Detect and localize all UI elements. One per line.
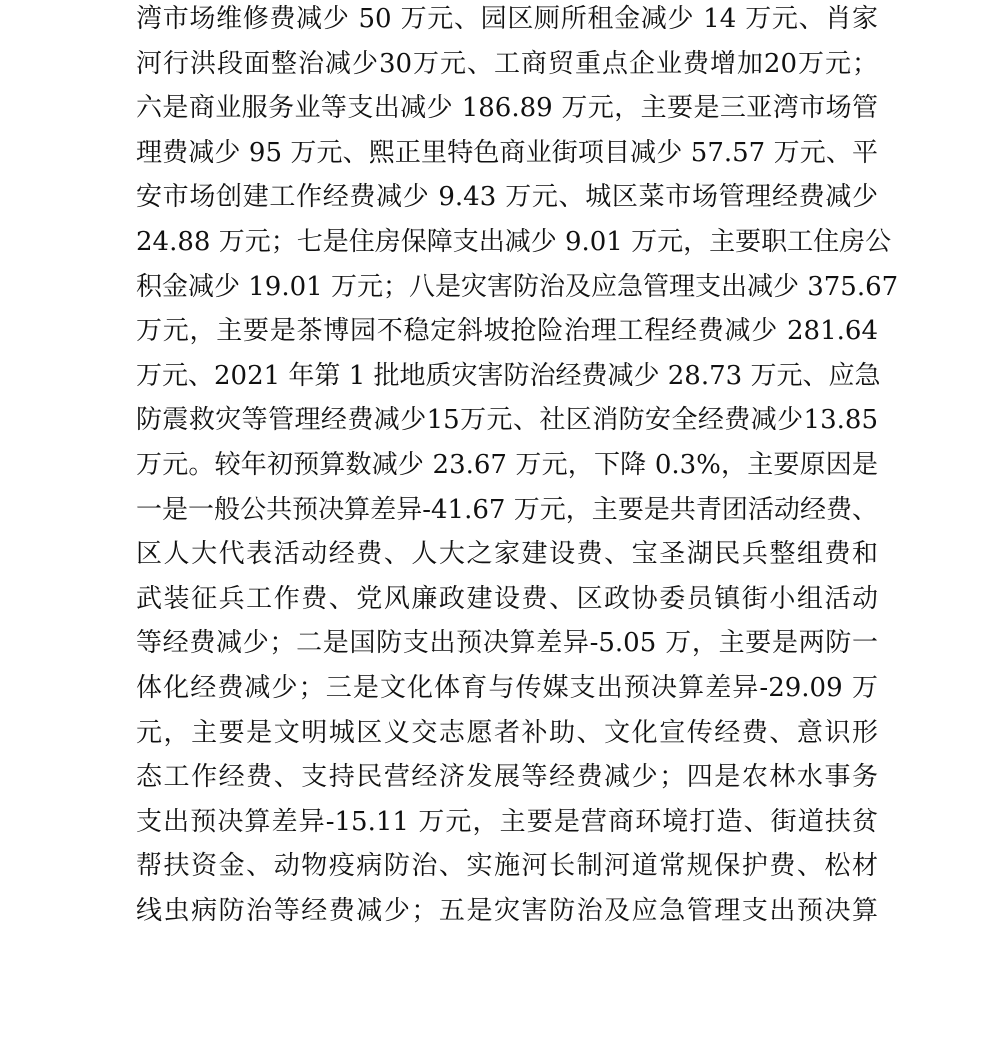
text-line: 元，主要是文明城区义交志愿者补助、文化宣传经费、意识形 — [136, 717, 878, 748]
text-line: 万元。较年初预算数减少 23.67 万元，下降 0.3%，主要原因是 — [136, 449, 878, 480]
text-line: 帮扶资金、动物疫病防治、实施河长制河道常规保护费、松材 — [136, 851, 878, 882]
text-line: 武装征兵工作费、党风廉政建设费、区政协委员镇街小组活动 — [136, 583, 878, 614]
text-line: 理费减少 95 万元、熙正里特色商业街项目减少 57.57 万元、平 — [136, 137, 878, 168]
text-line: 等经费减少；二是国防支出预决算差异-5.05 万，主要是两防一 — [136, 628, 878, 659]
text-line: 支出预决算差异-15.11 万元，主要是营商环境打造、街道扶贫 — [136, 806, 878, 837]
text-line: 线虫病防治等经费减少；五是灾害防治及应急管理支出预决算 — [136, 895, 878, 926]
text-line: 24.88 万元；七是住房保障支出减少 9.01 万元，主要职工住房公 — [136, 226, 892, 257]
text-line: 积金减少 19.01 万元；八是灾害防治及应急管理支出减少 375.67 — [136, 271, 899, 302]
text-line: 湾市场维修费减少 50 万元、园区厕所租金减少 14 万元、肖家 — [136, 4, 878, 34]
text-line: 一是一般公共预决算差异-41.67 万元，主要是共青团活动经费、 — [136, 494, 878, 525]
text-line: 六是商业服务业等支出减少 186.89 万元，主要是三亚湾市场管 — [136, 93, 878, 124]
text-line: 河行洪段面整治减少30万元、工商贸重点企业费增加20万元； — [136, 48, 878, 79]
text-line: 体化经费减少；三是文化体育与传媒支出预决算差异-29.09 万 — [136, 672, 878, 703]
text-line: 区人大代表活动经费、人大之家建设费、宝圣湖民兵整组费和 — [136, 539, 878, 570]
document-body — [136, 0, 899, 936]
text-line: 防震救灾等管理经费减少15万元、社区消防安全经费减少13.85 — [136, 405, 878, 436]
text-line: 态工作经费、支持民营经济发展等经费减少；四是农林水事务 — [136, 762, 878, 793]
text-line: 安市场创建工作经费减少 9.43 万元、城区菜市场管理经费减少 — [136, 182, 878, 213]
text-line: 万元，主要是茶博园不稳定斜坡抢险治理工程经费减少 281.64 — [136, 316, 878, 347]
text-line: 万元、2021 年第 1 批地质灾害防治经费减少 28.73 万元、应急 — [136, 360, 881, 391]
